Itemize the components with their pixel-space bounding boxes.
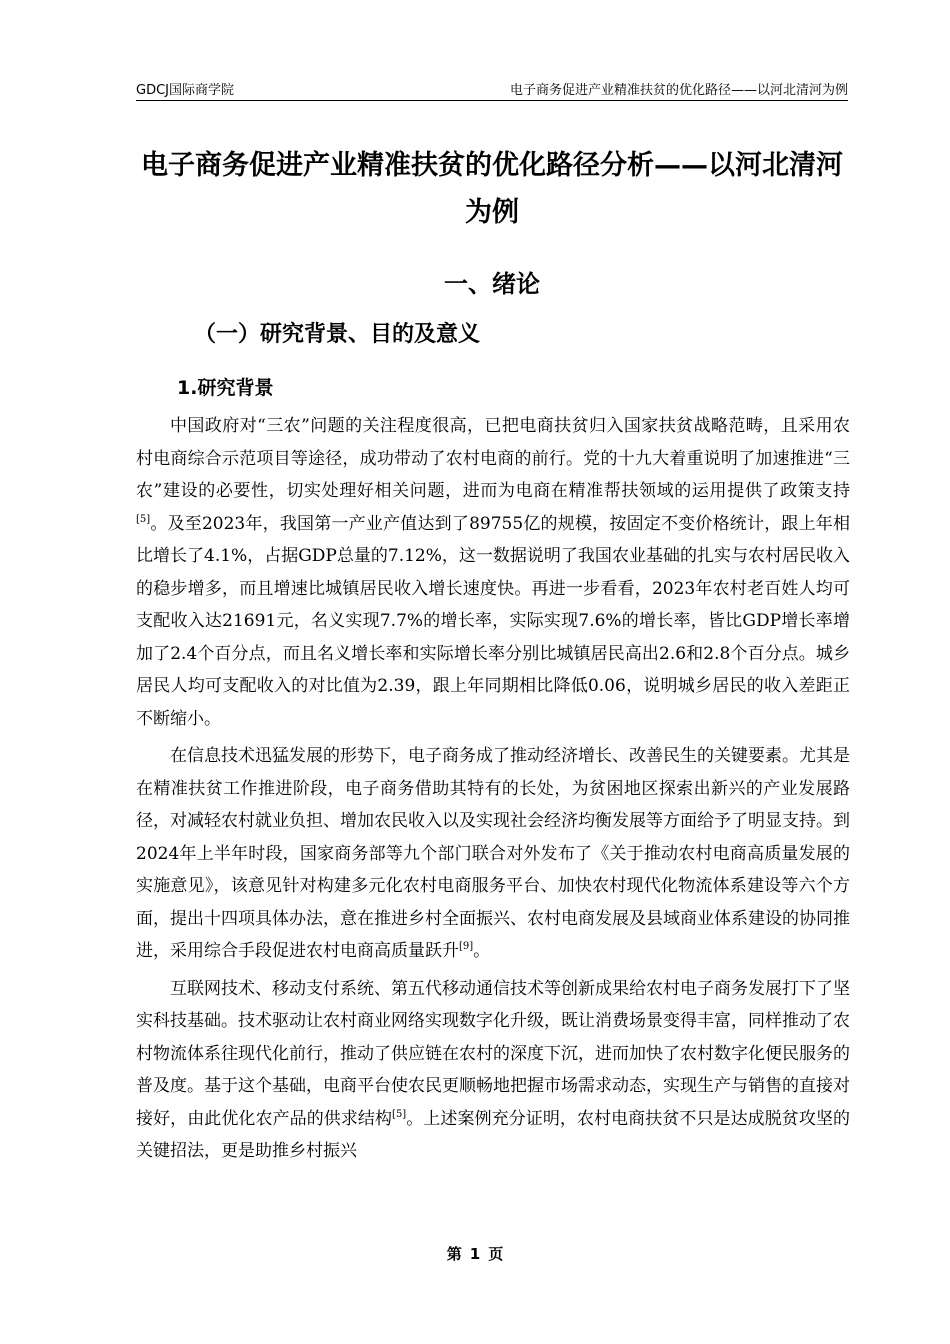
subsubsection-heading: 1.研究背景 [177, 377, 274, 399]
citation-reference: [5] [136, 513, 151, 525]
citation-reference: [5] [392, 1108, 407, 1120]
paragraph-text-continued: 。上述案例充分证明，农村电商扶贫不只是达成脱贫攻坚的关键招法，更是助推乡村振兴 [136, 1108, 851, 1161]
paragraph [136, 740, 850, 968]
body-text [136, 410, 850, 1168]
paragraph-text: 中国政府对“三农”问题的关注程度很高，已把电商扶贫归入国家扶贫战略范畴，且采用农村电商综合示范项目等途径，成功带动了农村电商的前行。党的十九大着重说明了加速推进“三农”建设的必要性，切实处理好相关问题，进而为电商在精准帮扶领域的运用提供了政策支持 [136, 416, 850, 501]
paper-title: 电子商务促进产业精准扶贫的优化路径分析——以河北清河为例 [141, 150, 843, 228]
subsection-heading: （一）研究背景、目的及意义 [194, 322, 481, 347]
paragraph-text: 在信息技术迅猛发展的形势下，电子商务成了推动经济增长、改善民生的关键要素。尤其是在精准扶贫工作推进阶段，电子商务借助其特有的长处，为贫困地区探索出新兴的产业发展路径，对减轻农村就业负担、增加农民收入以及实现社会经济均衡发展等方面给予了明显支持。到2024年上半年时段，国家商务部等九个部门联合对外发布了《关于推动农村电商高质量发展的实施意见》，该意见针对构建多元化农村电商服务平台、加快农村现代化物流体系建设等六个方面，提出十四项具体办法，意在推进乡村全面振兴、农村电商发展及县域商业体系建设的协同推进，采用综合手段促进农村电商高质量跃升 [136, 746, 850, 961]
citation-reference: [9] [459, 941, 474, 952]
footer-suffix: 页 [488, 1245, 504, 1263]
running-header-title: 电子商务促进产业精准扶贫的优化路径——以河北清河为例 [509, 83, 848, 98]
running-header-institution: GDCJ国际商学院 [136, 83, 234, 98]
paragraph-text-continued: 。 [473, 941, 491, 961]
paragraph [136, 973, 850, 1168]
header-divider [136, 100, 848, 101]
paragraph [136, 410, 850, 735]
section-heading: 一、绪论 [444, 270, 540, 298]
page-footer [0, 1243, 950, 1264]
paragraph-text-continued: 。及至2023年，我国第一产业产值达到了89755亿的规模，按固定不变价格统计，跟上年相比增长了4.1%，占据GDP总量的7.12%，这一数据说明了我国农业基础的扎实与农村居民收入的稳步增多，而且增速比城镇居民收入增长速度快。再进一步看看，2023年农村老百姓人均可支配收入达21691元，名义实现7.7%的增长率，实际实现7.6%的增长率，皆比GDP增长率增加了2.4个百分点，而且名义增长率和实际增长率分别比城镇居民高出2.6和2.8个百分点。城乡居民人均可支配收入的对比值为2.39，跟上年同期相比降低0.06，说明城乡居民的收入差距正不断缩小。 [136, 513, 850, 729]
footer-prefix: 第 [446, 1245, 462, 1263]
page-number: 1 [469, 1245, 481, 1263]
paragraph-text: 互联网技术、移动支付系统、第五代移动通信技术等创新成果给农村电子商务发展打下了坚实科技基础。技术驱动让农村商业网络实现数字化升级，既让消费场景变得丰富，同样推动了农村物流体系往现代化前行，推动了供应链在农村的深度下沉，进而加快了农村数字化便民服务的普及度。基于这个基础，电商平台使农民更顺畅地把握市场需求动态，实现生产与销售的直接对接好，由此优化农产品的供求结构 [136, 978, 850, 1129]
